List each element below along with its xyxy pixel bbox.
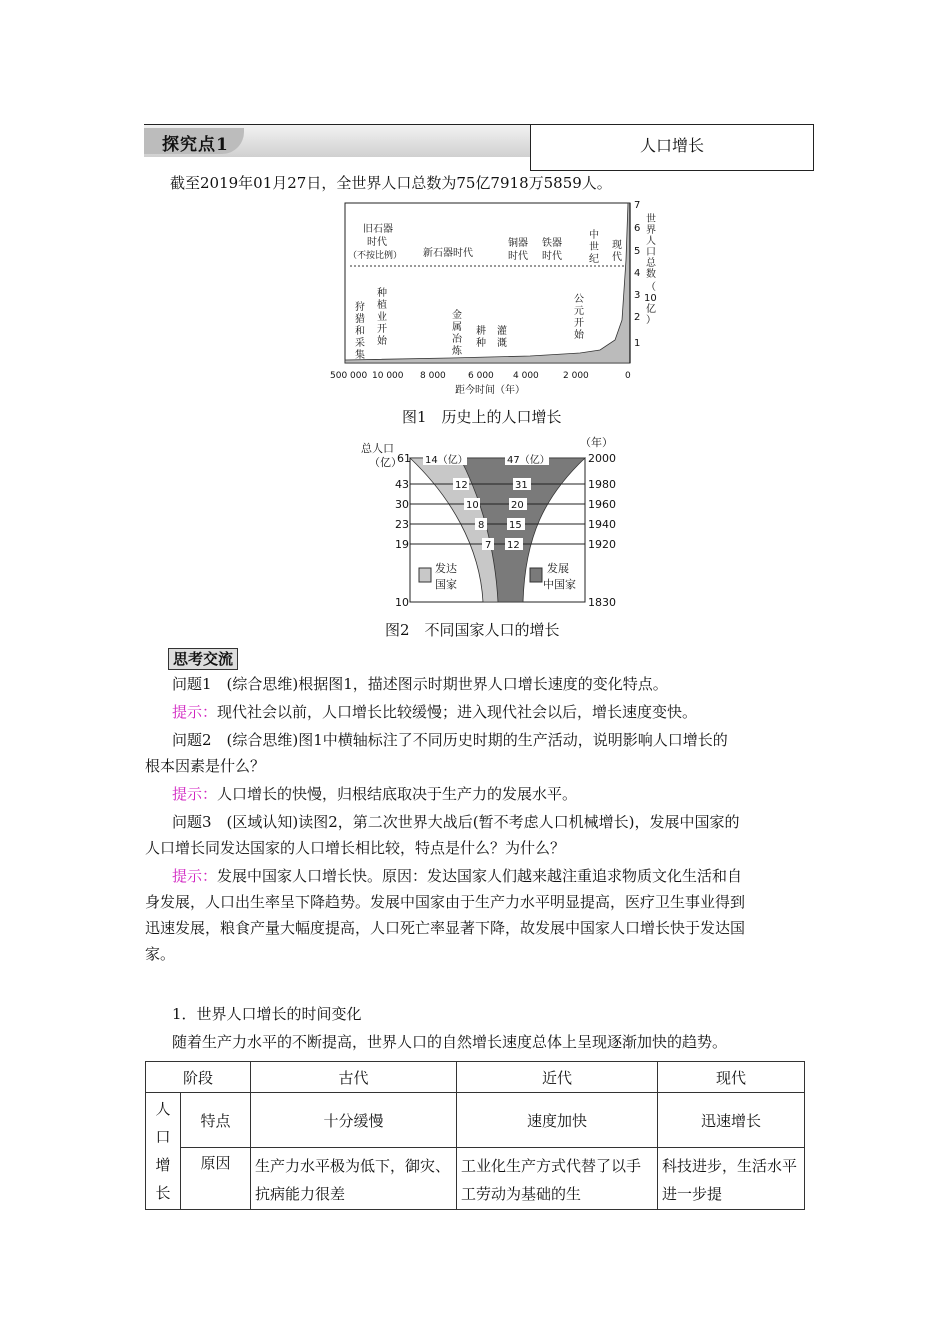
era-bronze: 铜器: [508, 238, 528, 249]
svg-text:7: 7: [634, 200, 641, 211]
question-3-cont: 人口增长同发达国家的人口增长相比较，特点是什么？为什么？: [145, 839, 566, 857]
svg-text:中国家: 中国家: [543, 578, 576, 591]
hint-label: 提示：: [172, 785, 218, 803]
svg-text:时代: 时代: [508, 251, 528, 262]
table-row-label: 特点: [181, 1093, 251, 1148]
intro-text: 截至2019年01月27日，全世界人口总数为75亿7918万5859人。: [170, 174, 612, 192]
svg-text:和: 和: [355, 326, 365, 337]
svg-text:界: 界: [646, 225, 656, 236]
svg-text:10: 10: [644, 293, 657, 304]
right-axis-ticks: [634, 200, 640, 349]
svg-text:61: 61: [397, 452, 411, 465]
table-cell: 十分缓慢: [251, 1093, 457, 1148]
answer-3: 提示：发展中国家人口增长快。原因：发达国家人们越来越注重追求物质文化生活和自: [172, 867, 743, 885]
svg-text:31: 31: [515, 480, 528, 491]
figure1-chart: [330, 200, 660, 400]
answer-3-line3: 迅速发展，粮食产量大幅度提高，人口死亡率显著下降，故发展中国家人口增长快于发达国: [145, 919, 746, 937]
svg-text:猎: 猎: [355, 314, 365, 325]
svg-text:总: 总: [646, 258, 656, 269]
x-axis-label: 距今时间（年）: [455, 385, 525, 396]
table-group-text: 人 口 增 长: [155, 1100, 171, 1202]
svg-text:元: 元: [574, 306, 584, 317]
hint-label: 提示：: [172, 867, 218, 885]
svg-text:1980: 1980: [588, 478, 616, 491]
svg-text:世: 世: [646, 214, 656, 225]
svg-text:耕: 耕: [476, 326, 486, 337]
svg-text:灌: 灌: [497, 326, 507, 337]
svg-text:冶: 冶: [452, 334, 462, 345]
population-table: [145, 1061, 805, 1210]
svg-text:12: 12: [507, 540, 520, 551]
svg-text:时代: 时代: [367, 237, 387, 248]
era-labels: [348, 222, 622, 265]
svg-text:纪: 纪: [589, 254, 599, 265]
svg-text:亿: 亿: [646, 304, 656, 315]
fig2-totals: [395, 452, 411, 609]
svg-text:10 000: 10 000: [372, 371, 404, 381]
svg-text:公: 公: [574, 294, 584, 305]
svg-text:世: 世: [589, 242, 599, 253]
svg-text:始: 始: [574, 330, 584, 341]
section-title: 人口增长: [639, 136, 704, 155]
table-cell: 科技进步，生活水平进一步提: [658, 1148, 805, 1210]
svg-text:种: 种: [476, 338, 486, 349]
x-ticks: [330, 371, 631, 381]
svg-text:14（亿）: 14（亿）: [425, 455, 468, 466]
svg-text:始: 始: [377, 336, 387, 347]
era-medieval: 中: [589, 230, 599, 241]
svg-text:7: 7: [485, 540, 492, 551]
svg-text:0: 0: [625, 371, 631, 381]
svg-text:20: 20: [511, 500, 524, 511]
hint-label: 提示：: [172, 703, 218, 721]
question-2-cont: 根本因素是什么？: [145, 757, 266, 775]
svg-text:5: 5: [634, 246, 641, 257]
question-3: 问题3 (区域认知)读图2，第二次世界大战后(暂不考虑人口机械增长)，发展中国家的: [172, 813, 740, 831]
svg-text:人: 人: [646, 236, 656, 247]
era-iron: 铁器: [542, 238, 562, 249]
fig2-legend-developing: [530, 561, 576, 591]
section1-text: 随着生产力水平的不断提高，世界人口的自然增长速度总体上呈现逐渐加快的趋势。: [172, 1033, 728, 1051]
table-header-stage: 阶段: [146, 1062, 251, 1093]
figure2-chart: [355, 436, 625, 611]
svg-text:金: 金: [452, 310, 462, 321]
table-group-label: [146, 1093, 181, 1210]
svg-text:1960: 1960: [588, 498, 616, 511]
fig2-years: [588, 452, 616, 609]
svg-text:国家: 国家: [435, 578, 457, 591]
table-cell: 生产力水平极为低下，御灾、抗病能力很差: [251, 1148, 457, 1210]
svg-text:溉: 溉: [497, 338, 507, 349]
svg-text:8 000: 8 000: [420, 371, 446, 381]
svg-text:）: ）: [646, 315, 656, 326]
svg-text:狩: 狩: [355, 302, 365, 313]
svg-text:口: 口: [646, 247, 656, 258]
svg-text:6: 6: [634, 223, 641, 234]
answer-1: 提示：现代社会以前，人口增长比较缓慢；进入现代社会以后，增长速度变快。: [172, 703, 698, 721]
era-neolithic: 新石器时代: [423, 248, 473, 259]
svg-text:10: 10: [395, 596, 409, 609]
svg-text:4: 4: [634, 268, 641, 279]
svg-text:3: 3: [634, 290, 641, 301]
svg-text:43: 43: [395, 478, 409, 491]
svg-text:2000: 2000: [588, 452, 616, 465]
svg-text:1: 1: [634, 338, 641, 349]
svg-text:47（亿）: 47（亿）: [507, 455, 550, 466]
think-badge: 思考交流: [168, 648, 238, 670]
svg-text:500 000: 500 000: [330, 371, 368, 381]
table-header-ancient: 古代: [251, 1062, 457, 1093]
svg-text:发展: 发展: [547, 562, 569, 575]
figure1-caption: 图1 历史上的人口增长: [402, 408, 562, 426]
question-1: 问题1 (综合思维)根据图1，描述图示时期世界人口增长速度的变化特点。: [172, 675, 668, 693]
table-cell: 速度加快: [457, 1093, 658, 1148]
svg-text:炼: 炼: [452, 346, 462, 357]
fig2-ylabel-right: （年）: [580, 436, 613, 449]
svg-text:开: 开: [377, 324, 387, 335]
svg-text:代: 代: [612, 252, 622, 263]
svg-text:1830: 1830: [588, 596, 616, 609]
svg-text:采: 采: [355, 338, 365, 349]
table-cell: 工业化生产方式代替了以手工劳动为基础的生: [457, 1148, 658, 1210]
svg-text:4 000: 4 000: [513, 371, 539, 381]
answer-2: 提示：人口增长的快慢，归根结底取决于生产力的发展水平。: [172, 785, 578, 803]
svg-text:19: 19: [395, 538, 409, 551]
svg-text:1940: 1940: [588, 518, 616, 531]
svg-text:23: 23: [395, 518, 409, 531]
svg-text:（亿）: （亿）: [369, 456, 402, 469]
section-badge: 探究点1: [162, 135, 229, 155]
svg-text:30: 30: [395, 498, 409, 511]
figure2-caption: 图2 不同国家人口的增长: [385, 621, 560, 639]
svg-text:（不按比例）: （不按比例）: [348, 251, 403, 261]
svg-text:15: 15: [509, 520, 522, 531]
svg-text:时代: 时代: [542, 251, 562, 262]
right-axis-label: [644, 212, 657, 326]
era-modern: 现: [612, 240, 622, 251]
table-row-label: 原因: [181, 1148, 251, 1210]
svg-text:2 000: 2 000: [563, 371, 589, 381]
svg-text:集: 集: [355, 350, 365, 361]
answer-3-line2: 身发展，人口出生率呈下降趋势。发展中国家由于生产力水平明显提高，医疗卫生事业得到: [145, 893, 746, 911]
svg-text:8: 8: [478, 520, 485, 531]
svg-text:10: 10: [466, 500, 479, 511]
svg-text:（: （: [646, 282, 656, 293]
fig2-legend-developed: [419, 561, 457, 591]
svg-text:种: 种: [377, 288, 387, 299]
activity-labels: [355, 286, 585, 361]
svg-text:业: 业: [377, 312, 387, 323]
table-header-modern-early: 近代: [457, 1062, 658, 1093]
svg-text:数: 数: [646, 269, 656, 280]
svg-text:发达: 发达: [435, 562, 457, 575]
svg-text:1920: 1920: [588, 538, 616, 551]
svg-text:12: 12: [455, 480, 468, 491]
section1-heading: 1．世界人口增长的时间变化: [172, 1005, 362, 1023]
era-paleolithic: 旧石器: [363, 224, 393, 235]
svg-text:2: 2: [634, 312, 641, 323]
fig2-ylabel-left: 总人口: [361, 442, 394, 455]
svg-text:开: 开: [574, 318, 584, 329]
svg-text:6 000: 6 000: [468, 371, 494, 381]
svg-text:植: 植: [377, 300, 387, 311]
table-cell: 迅速增长: [658, 1093, 805, 1148]
question-2: 问题2 (综合思维)图1中横轴标注了不同历史时期的生产活动，说明影响人口增长的: [172, 731, 728, 749]
table-header-modern: 现代: [658, 1062, 805, 1093]
answer-3-line4: 家。: [145, 945, 176, 963]
svg-text:属: 属: [452, 322, 462, 333]
